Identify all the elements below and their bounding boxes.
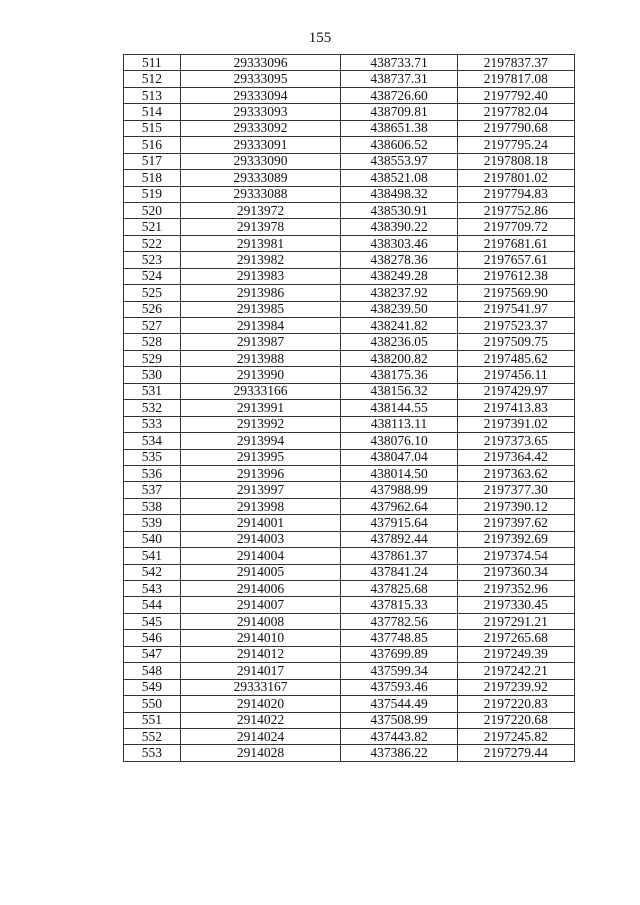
row-number-cell: 551: [124, 712, 181, 728]
table-row: [124, 663, 575, 679]
point-id-cell: 2914001: [180, 515, 341, 531]
table-row: [124, 120, 575, 136]
y-coordinate-cell: 2197485.62: [457, 350, 574, 366]
y-coordinate-cell: 2197265.68: [457, 630, 574, 646]
coordinates-table: [123, 54, 575, 762]
x-coordinate-cell: 438249.28: [341, 268, 457, 284]
y-coordinate-cell: 2197352.96: [457, 581, 574, 597]
y-coordinate-cell: 2197377.30: [457, 482, 574, 498]
x-coordinate-cell: 438239.50: [341, 301, 457, 317]
row-number-cell: 542: [124, 564, 181, 580]
y-coordinate-cell: 2197239.92: [457, 679, 574, 695]
y-coordinate-cell: 2197541.97: [457, 301, 574, 317]
y-coordinate-cell: 2197220.68: [457, 712, 574, 728]
x-coordinate-cell: 438733.71: [341, 55, 457, 71]
x-coordinate-cell: 438076.10: [341, 433, 457, 449]
x-coordinate-cell: 437748.85: [341, 630, 457, 646]
y-coordinate-cell: 2197790.68: [457, 120, 574, 136]
table-row: [124, 334, 575, 350]
y-coordinate-cell: 2197363.62: [457, 465, 574, 481]
y-coordinate-cell: 2197792.40: [457, 87, 574, 103]
x-coordinate-cell: 438530.91: [341, 202, 457, 218]
row-number-cell: 534: [124, 433, 181, 449]
row-number-cell: 511: [124, 55, 181, 71]
table-row: [124, 55, 575, 71]
y-coordinate-cell: 2197795.24: [457, 137, 574, 153]
x-coordinate-cell: 438553.97: [341, 153, 457, 169]
table-row: [124, 498, 575, 514]
table-row: [124, 449, 575, 465]
point-id-cell: 2913982: [180, 252, 341, 268]
table-row: [124, 400, 575, 416]
row-number-cell: 530: [124, 367, 181, 383]
y-coordinate-cell: 2197782.04: [457, 104, 574, 120]
x-coordinate-cell: 437699.89: [341, 646, 457, 662]
point-id-cell: 2913978: [180, 219, 341, 235]
y-coordinate-cell: 2197392.69: [457, 531, 574, 547]
y-coordinate-cell: 2197429.97: [457, 383, 574, 399]
x-coordinate-cell: 438156.32: [341, 383, 457, 399]
x-coordinate-cell: 437962.64: [341, 498, 457, 514]
row-number-cell: 535: [124, 449, 181, 465]
row-number-cell: 538: [124, 498, 181, 514]
table-row: [124, 531, 575, 547]
row-number-cell: 519: [124, 186, 181, 202]
y-coordinate-cell: 2197397.62: [457, 515, 574, 531]
point-id-cell: 2913987: [180, 334, 341, 350]
x-coordinate-cell: 437782.56: [341, 613, 457, 629]
point-id-cell: 2913988: [180, 350, 341, 366]
y-coordinate-cell: 2197360.34: [457, 564, 574, 580]
row-number-cell: 550: [124, 696, 181, 712]
point-id-cell: 29333091: [180, 137, 341, 153]
point-id-cell: 29333088: [180, 186, 341, 202]
x-coordinate-cell: 437988.99: [341, 482, 457, 498]
x-coordinate-cell: 438521.08: [341, 170, 457, 186]
table-row: [124, 383, 575, 399]
y-coordinate-cell: 2197242.21: [457, 663, 574, 679]
point-id-cell: 2914022: [180, 712, 341, 728]
x-coordinate-cell: 438303.46: [341, 235, 457, 251]
y-coordinate-cell: 2197709.72: [457, 219, 574, 235]
table-row: [124, 170, 575, 186]
point-id-cell: 2913986: [180, 285, 341, 301]
row-number-cell: 547: [124, 646, 181, 662]
table-row: [124, 745, 575, 761]
y-coordinate-cell: 2197657.61: [457, 252, 574, 268]
y-coordinate-cell: 2197291.21: [457, 613, 574, 629]
x-coordinate-cell: 438651.38: [341, 120, 457, 136]
row-number-cell: 515: [124, 120, 181, 136]
point-id-cell: 2914012: [180, 646, 341, 662]
y-coordinate-cell: 2197391.02: [457, 416, 574, 432]
point-id-cell: 29333093: [180, 104, 341, 120]
point-id-cell: 2913990: [180, 367, 341, 383]
row-number-cell: 548: [124, 663, 181, 679]
table-row: [124, 646, 575, 662]
point-id-cell: 2913983: [180, 268, 341, 284]
table-row: [124, 219, 575, 235]
point-id-cell: 29333094: [180, 87, 341, 103]
table-row: [124, 433, 575, 449]
y-coordinate-cell: 2197390.12: [457, 498, 574, 514]
row-number-cell: 536: [124, 465, 181, 481]
row-number-cell: 516: [124, 137, 181, 153]
x-coordinate-cell: 438175.36: [341, 367, 457, 383]
point-id-cell: 2913981: [180, 235, 341, 251]
x-coordinate-cell: 437443.82: [341, 728, 457, 744]
row-number-cell: 522: [124, 235, 181, 251]
table-row: [124, 202, 575, 218]
table-row: [124, 186, 575, 202]
row-number-cell: 533: [124, 416, 181, 432]
table-row: [124, 153, 575, 169]
table-row: [124, 137, 575, 153]
y-coordinate-cell: 2197364.42: [457, 449, 574, 465]
point-id-cell: 29333166: [180, 383, 341, 399]
x-coordinate-cell: 437593.46: [341, 679, 457, 695]
row-number-cell: 526: [124, 301, 181, 317]
y-coordinate-cell: 2197794.83: [457, 186, 574, 202]
point-id-cell: 2914004: [180, 548, 341, 564]
point-id-cell: 29333096: [180, 55, 341, 71]
table-row: [124, 301, 575, 317]
row-number-cell: 540: [124, 531, 181, 547]
point-id-cell: 29333090: [180, 153, 341, 169]
point-id-cell: 29333095: [180, 71, 341, 87]
x-coordinate-cell: 437544.49: [341, 696, 457, 712]
y-coordinate-cell: 2197279.44: [457, 745, 574, 761]
row-number-cell: 512: [124, 71, 181, 87]
point-id-cell: 2913985: [180, 301, 341, 317]
row-number-cell: 527: [124, 318, 181, 334]
y-coordinate-cell: 2197817.08: [457, 71, 574, 87]
point-id-cell: 2914020: [180, 696, 341, 712]
row-number-cell: 545: [124, 613, 181, 629]
table-row: [124, 252, 575, 268]
point-id-cell: 2913996: [180, 465, 341, 481]
row-number-cell: 518: [124, 170, 181, 186]
point-id-cell: 2913972: [180, 202, 341, 218]
table-row: [124, 712, 575, 728]
row-number-cell: 520: [124, 202, 181, 218]
table-row: [124, 235, 575, 251]
point-id-cell: 29333092: [180, 120, 341, 136]
y-coordinate-cell: 2197681.61: [457, 235, 574, 251]
y-coordinate-cell: 2197249.39: [457, 646, 574, 662]
point-id-cell: 2914007: [180, 597, 341, 613]
y-coordinate-cell: 2197456.11: [457, 367, 574, 383]
table-row: [124, 367, 575, 383]
point-id-cell: 2913997: [180, 482, 341, 498]
row-number-cell: 528: [124, 334, 181, 350]
x-coordinate-cell: 438113.11: [341, 416, 457, 432]
x-coordinate-cell: 438236.05: [341, 334, 457, 350]
y-coordinate-cell: 2197837.37: [457, 55, 574, 71]
table-row: [124, 482, 575, 498]
row-number-cell: 543: [124, 581, 181, 597]
table-row: [124, 268, 575, 284]
point-id-cell: 2914008: [180, 613, 341, 629]
table-row: [124, 318, 575, 334]
table-row: [124, 104, 575, 120]
row-number-cell: 532: [124, 400, 181, 416]
point-id-cell: 2913991: [180, 400, 341, 416]
x-coordinate-cell: 437815.33: [341, 597, 457, 613]
y-coordinate-cell: 2197801.02: [457, 170, 574, 186]
table-row: [124, 548, 575, 564]
row-number-cell: 514: [124, 104, 181, 120]
point-id-cell: 2914003: [180, 531, 341, 547]
row-number-cell: 544: [124, 597, 181, 613]
point-id-cell: 2914006: [180, 581, 341, 597]
x-coordinate-cell: 438241.82: [341, 318, 457, 334]
table-row: [124, 613, 575, 629]
x-coordinate-cell: 438737.31: [341, 71, 457, 87]
x-coordinate-cell: 438726.60: [341, 87, 457, 103]
x-coordinate-cell: 437861.37: [341, 548, 457, 564]
table-row: [124, 515, 575, 531]
table-row: [124, 630, 575, 646]
table-row: [124, 564, 575, 580]
row-number-cell: 531: [124, 383, 181, 399]
point-id-cell: 2913998: [180, 498, 341, 514]
row-number-cell: 553: [124, 745, 181, 761]
point-id-cell: 2913994: [180, 433, 341, 449]
x-coordinate-cell: 437508.99: [341, 712, 457, 728]
x-coordinate-cell: 437599.34: [341, 663, 457, 679]
row-number-cell: 539: [124, 515, 181, 531]
x-coordinate-cell: 438498.32: [341, 186, 457, 202]
point-id-cell: 2913995: [180, 449, 341, 465]
y-coordinate-cell: 2197330.45: [457, 597, 574, 613]
y-coordinate-cell: 2197569.90: [457, 285, 574, 301]
point-id-cell: 2913992: [180, 416, 341, 432]
y-coordinate-cell: 2197509.75: [457, 334, 574, 350]
coordinates-table-body: [124, 55, 575, 762]
point-id-cell: 2914024: [180, 728, 341, 744]
x-coordinate-cell: 438200.82: [341, 350, 457, 366]
row-number-cell: 517: [124, 153, 181, 169]
x-coordinate-cell: 438237.92: [341, 285, 457, 301]
row-number-cell: 537: [124, 482, 181, 498]
y-coordinate-cell: 2197523.37: [457, 318, 574, 334]
y-coordinate-cell: 2197612.38: [457, 268, 574, 284]
x-coordinate-cell: 438606.52: [341, 137, 457, 153]
row-number-cell: 521: [124, 219, 181, 235]
y-coordinate-cell: 2197752.86: [457, 202, 574, 218]
table-row: [124, 597, 575, 613]
y-coordinate-cell: 2197413.83: [457, 400, 574, 416]
point-id-cell: 2913984: [180, 318, 341, 334]
row-number-cell: 513: [124, 87, 181, 103]
point-id-cell: 2914028: [180, 745, 341, 761]
x-coordinate-cell: 438709.81: [341, 104, 457, 120]
row-number-cell: 549: [124, 679, 181, 695]
x-coordinate-cell: 437892.44: [341, 531, 457, 547]
x-coordinate-cell: 437915.64: [341, 515, 457, 531]
page-number: 155: [308, 30, 332, 46]
y-coordinate-cell: 2197245.82: [457, 728, 574, 744]
y-coordinate-cell: 2197374.54: [457, 548, 574, 564]
x-coordinate-cell: 438014.50: [341, 465, 457, 481]
table-row: [124, 416, 575, 432]
table-row: [124, 87, 575, 103]
row-number-cell: 546: [124, 630, 181, 646]
table-row: [124, 679, 575, 695]
table-row: [124, 350, 575, 366]
x-coordinate-cell: 437825.68: [341, 581, 457, 597]
y-coordinate-cell: 2197808.18: [457, 153, 574, 169]
table-row: [124, 728, 575, 744]
x-coordinate-cell: 437841.24: [341, 564, 457, 580]
point-id-cell: 2914017: [180, 663, 341, 679]
row-number-cell: 552: [124, 728, 181, 744]
row-number-cell: 525: [124, 285, 181, 301]
table-row: [124, 285, 575, 301]
table-row: [124, 581, 575, 597]
point-id-cell: 2914005: [180, 564, 341, 580]
y-coordinate-cell: 2197373.65: [457, 433, 574, 449]
y-coordinate-cell: 2197220.83: [457, 696, 574, 712]
point-id-cell: 29333089: [180, 170, 341, 186]
table-row: [124, 696, 575, 712]
x-coordinate-cell: 437386.22: [341, 745, 457, 761]
table-row: [124, 465, 575, 481]
table-row: [124, 71, 575, 87]
row-number-cell: 523: [124, 252, 181, 268]
x-coordinate-cell: 438047.04: [341, 449, 457, 465]
row-number-cell: 541: [124, 548, 181, 564]
x-coordinate-cell: 438144.55: [341, 400, 457, 416]
x-coordinate-cell: 438390.22: [341, 219, 457, 235]
x-coordinate-cell: 438278.36: [341, 252, 457, 268]
point-id-cell: 29333167: [180, 679, 341, 695]
row-number-cell: 529: [124, 350, 181, 366]
row-number-cell: 524: [124, 268, 181, 284]
point-id-cell: 2914010: [180, 630, 341, 646]
